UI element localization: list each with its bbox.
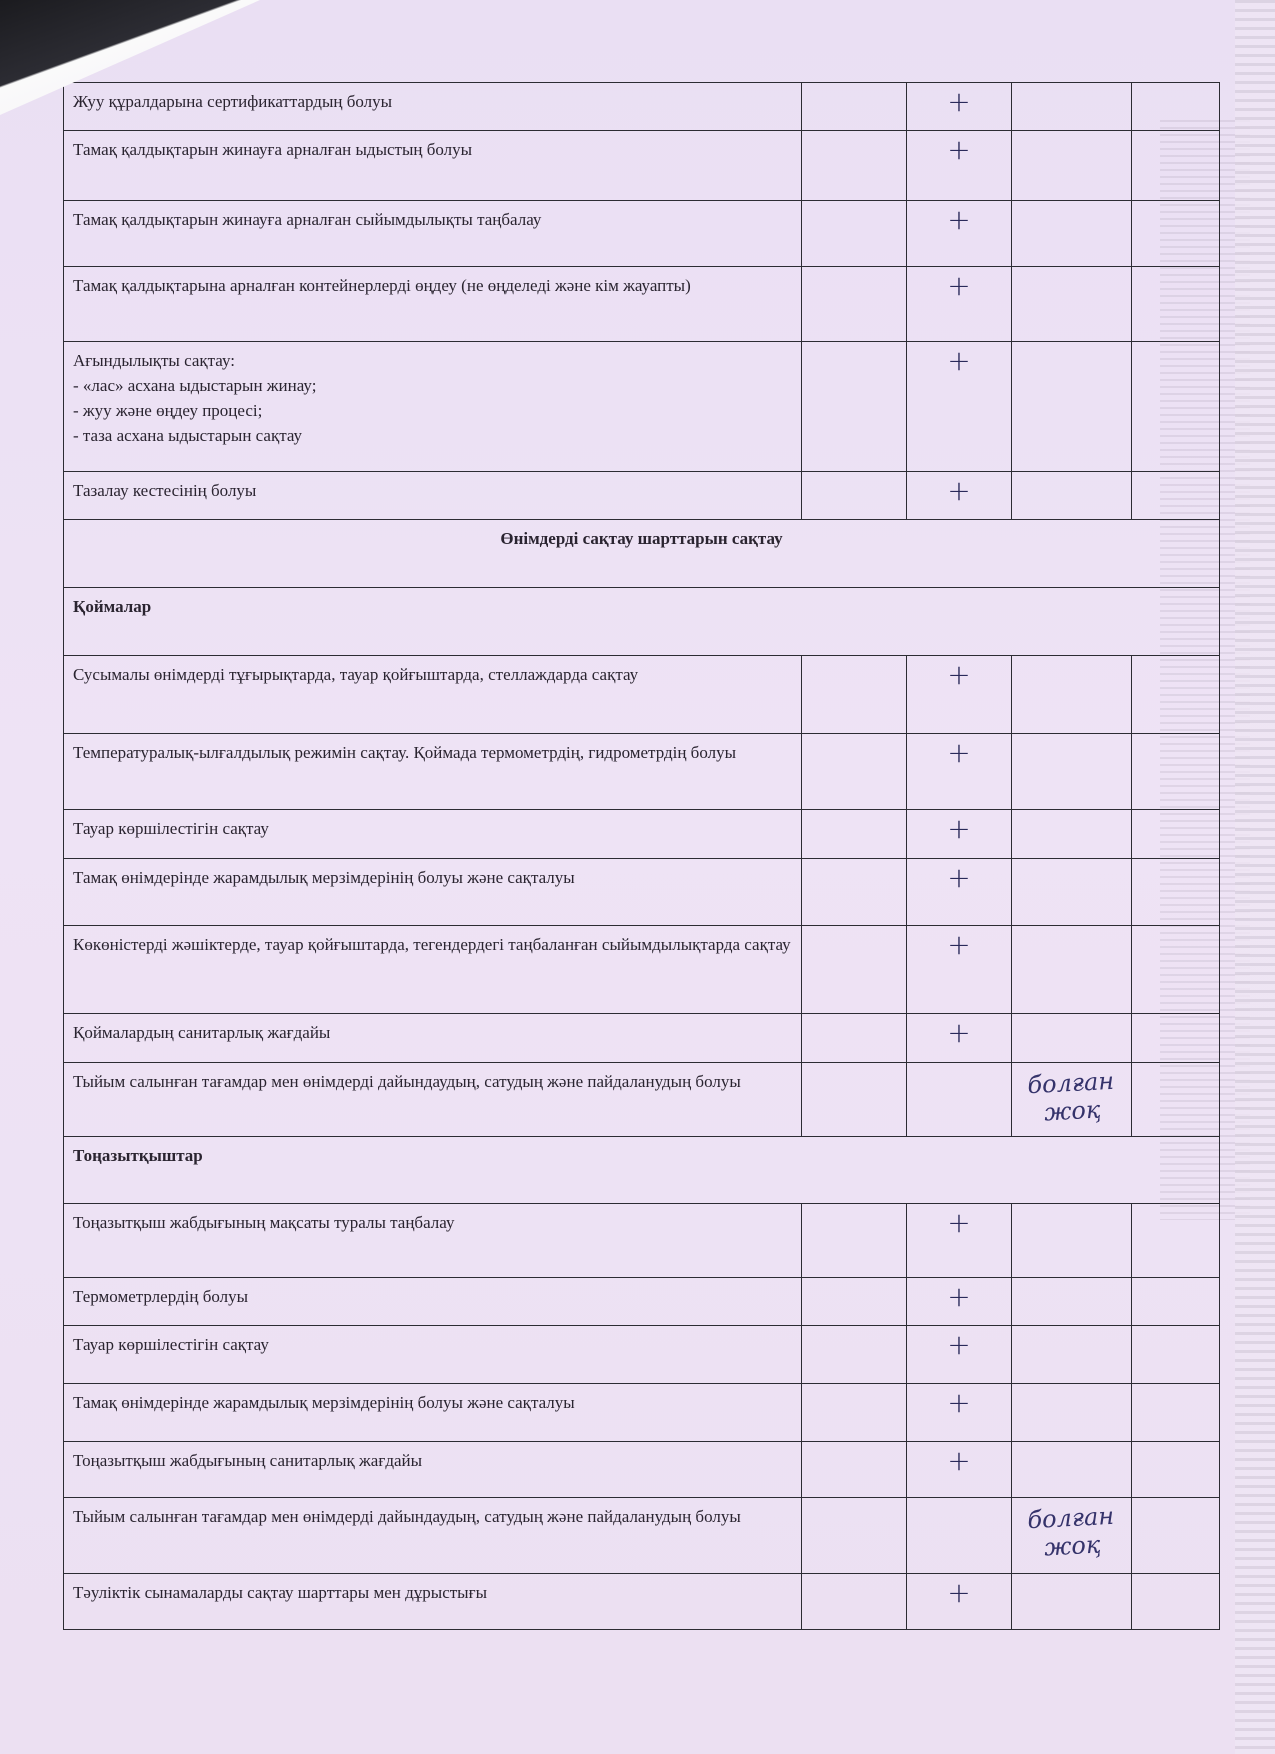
column-1-cell xyxy=(802,926,907,1014)
note-cell xyxy=(1012,1014,1132,1063)
note-cell xyxy=(1012,1326,1132,1384)
mark-cell xyxy=(907,201,1012,267)
handwritten-plus-mark: + xyxy=(947,344,971,377)
mark-cell xyxy=(907,1063,1012,1137)
table-row xyxy=(64,1326,1220,1384)
handwritten-plus-mark: + xyxy=(947,269,971,302)
table-row xyxy=(64,201,1220,267)
note-cell xyxy=(1012,1063,1132,1137)
mark-cell xyxy=(907,1442,1012,1498)
note-cell xyxy=(1012,131,1132,201)
table-row xyxy=(64,1498,1220,1574)
mark-cell xyxy=(907,734,1012,810)
note-cell xyxy=(1012,1498,1132,1574)
mark-cell xyxy=(907,1326,1012,1384)
handwritten-plus-mark: + xyxy=(947,736,971,769)
subsection-title: Тоңазытқыштар xyxy=(64,1137,1220,1204)
table-row xyxy=(64,859,1220,926)
column-4-cell xyxy=(1132,131,1220,201)
column-4-cell xyxy=(1132,201,1220,267)
note-cell xyxy=(1012,1278,1132,1326)
mark-cell xyxy=(907,810,1012,859)
table-row xyxy=(64,472,1220,520)
column-1-cell xyxy=(802,1063,907,1137)
handwritten-plus-mark: + xyxy=(947,658,971,691)
column-1-cell xyxy=(802,1014,907,1063)
column-1-cell xyxy=(802,1384,907,1442)
column-1-cell xyxy=(802,1326,907,1384)
note-cell xyxy=(1012,810,1132,859)
column-4-cell xyxy=(1132,1326,1220,1384)
column-1-cell xyxy=(802,1204,907,1278)
column-4-cell xyxy=(1132,926,1220,1014)
requirement-text: Тамақ қалдықтарын жинауға арналған сыйымдылықты таңбалау xyxy=(64,201,802,267)
handwritten-plus-mark: + xyxy=(947,1444,971,1477)
column-4-cell xyxy=(1132,1063,1220,1137)
handwritten-plus-mark: + xyxy=(947,1280,971,1313)
checklist-body xyxy=(64,83,1220,1630)
table-row xyxy=(64,1384,1220,1442)
requirement-text: Тыйым салынған тағамдар мен өнімдерді дайындаудың, сатудың және пайдаланудың болуы xyxy=(64,1498,802,1574)
mark-cell xyxy=(907,472,1012,520)
mark-cell xyxy=(907,83,1012,131)
requirement-text: Көкөністерді жәшіктерде, тауар қойғыштарда, тегендердегі таңбаланған сыйымдылықтарда сақтау xyxy=(64,926,802,1014)
requirement-line: - жуу және өңдеу процесі; xyxy=(73,401,263,420)
note-cell xyxy=(1012,83,1132,131)
requirement-text: Тауар көршілестігін сақтау xyxy=(64,1326,802,1384)
handwritten-plus-mark: + xyxy=(947,928,971,961)
section-header-row xyxy=(64,520,1220,588)
column-4-cell xyxy=(1132,859,1220,926)
column-1-cell xyxy=(802,131,907,201)
handwritten-plus-mark: + xyxy=(947,203,971,236)
requirement-text: Тамақ өнімдерінде жарамдылық мерзімдерінің болуы және сақталуы xyxy=(64,859,802,926)
requirement-line: Ағындылықты сақтау: xyxy=(73,351,235,370)
column-1-cell xyxy=(802,810,907,859)
table-row xyxy=(64,1204,1220,1278)
requirement-text: Тамақ қалдықтарын жинауға арналған ыдыстың болуы xyxy=(64,131,802,201)
subsection-title: Қоймалар xyxy=(64,588,1220,656)
table-row xyxy=(64,1063,1220,1137)
handwritten-plus-mark: + xyxy=(947,812,971,845)
handwritten-plus-mark: + xyxy=(947,1386,971,1419)
column-1-cell xyxy=(802,83,907,131)
note-cell xyxy=(1012,342,1132,472)
mark-cell xyxy=(907,859,1012,926)
handwritten-plus-mark: + xyxy=(947,1016,971,1049)
page-edge-shadow xyxy=(1235,0,1275,1754)
note-cell xyxy=(1012,267,1132,342)
column-4-cell xyxy=(1132,1498,1220,1574)
column-4-cell xyxy=(1132,267,1220,342)
column-4-cell xyxy=(1132,1278,1220,1326)
column-4-cell xyxy=(1132,1574,1220,1630)
requirement-text: Тәуліктік сынамаларды сақтау шарттары мен дұрыстығы xyxy=(64,1574,802,1630)
column-1-cell xyxy=(802,1442,907,1498)
mark-cell xyxy=(907,1384,1012,1442)
mark-cell xyxy=(907,1498,1012,1574)
note-cell xyxy=(1012,656,1132,734)
column-4-cell xyxy=(1132,1014,1220,1063)
note-cell xyxy=(1012,201,1132,267)
mark-cell xyxy=(907,342,1012,472)
column-1-cell xyxy=(802,656,907,734)
requirement-line: - таза асхана ыдыстарын сақтау xyxy=(73,426,303,445)
section-title: Өнімдерді сақтау шарттарын сақтау xyxy=(64,520,1220,588)
table-row xyxy=(64,1574,1220,1630)
handwritten-plus-mark: + xyxy=(947,1328,971,1361)
requirement-text: Сусымалы өнімдерді тұғырықтарда, тауар қойғыштарда, стеллаждарда сақтау xyxy=(64,656,802,734)
column-4-cell xyxy=(1132,734,1220,810)
requirement-text: Температуралық-ылғалдылық режимін сақтау. Қоймада термометрдің, гидрометрдің болуы xyxy=(64,734,802,810)
column-1-cell xyxy=(802,1278,907,1326)
column-1-cell xyxy=(802,859,907,926)
column-4-cell xyxy=(1132,472,1220,520)
table-row xyxy=(64,267,1220,342)
column-4-cell xyxy=(1132,83,1220,131)
handwritten-plus-mark: + xyxy=(947,861,971,894)
requirement-text: Қоймалардың санитарлық жағдайы xyxy=(64,1014,802,1063)
requirement-text: Тамақ қалдықтарына арналған контейнерлерді өңдеу (не өңделеді және кім жауапты) xyxy=(64,267,802,342)
mark-cell xyxy=(907,926,1012,1014)
handwritten-note: болған жоқ xyxy=(1026,1501,1115,1562)
column-1-cell xyxy=(802,472,907,520)
mark-cell xyxy=(907,267,1012,342)
column-4-cell xyxy=(1132,810,1220,859)
requirement-text: Термометрлердің болуы xyxy=(64,1278,802,1326)
mark-cell xyxy=(907,1278,1012,1326)
column-4-cell xyxy=(1132,1384,1220,1442)
column-1-cell xyxy=(802,267,907,342)
column-1-cell xyxy=(802,201,907,267)
handwritten-plus-mark: + xyxy=(947,1206,971,1239)
handwritten-plus-mark: + xyxy=(947,474,971,507)
requirement-line: - «лас» асхана ыдыстарын жинау; xyxy=(73,376,317,395)
requirement-text: Тыйым салынған тағамдар мен өнімдерді дайындаудың, сатудың және пайдаланудың болуы xyxy=(64,1063,802,1137)
note-cell xyxy=(1012,859,1132,926)
table-row xyxy=(64,131,1220,201)
requirement-text: Тамақ өнімдерінде жарамдылық мерзімдерінің болуы және сақталуы xyxy=(64,1384,802,1442)
table-row xyxy=(64,926,1220,1014)
column-1-cell xyxy=(802,1574,907,1630)
requirement-text: Тоңазытқыш жабдығының санитарлық жағдайы xyxy=(64,1442,802,1498)
note-cell xyxy=(1012,1384,1132,1442)
requirement-text xyxy=(64,342,802,472)
inspection-checklist-table xyxy=(63,82,1220,1630)
subsection-header-row xyxy=(64,588,1220,656)
column-4-cell xyxy=(1132,1442,1220,1498)
note-cell xyxy=(1012,734,1132,810)
mark-cell xyxy=(907,1014,1012,1063)
table-row xyxy=(64,1442,1220,1498)
handwritten-plus-mark: + xyxy=(947,85,971,118)
table-row xyxy=(64,810,1220,859)
column-4-cell xyxy=(1132,656,1220,734)
mark-cell xyxy=(907,131,1012,201)
handwritten-plus-mark: + xyxy=(947,1576,971,1609)
table-row xyxy=(64,1014,1220,1063)
handwritten-plus-mark: + xyxy=(947,133,971,166)
requirement-text: Тоңазытқыш жабдығының мақсаты туралы таңбалау xyxy=(64,1204,802,1278)
table-row xyxy=(64,1278,1220,1326)
column-1-cell xyxy=(802,1498,907,1574)
mark-cell xyxy=(907,656,1012,734)
note-cell xyxy=(1012,472,1132,520)
table-row xyxy=(64,734,1220,810)
mark-cell xyxy=(907,1204,1012,1278)
mark-cell xyxy=(907,1574,1012,1630)
table-row xyxy=(64,656,1220,734)
note-cell xyxy=(1012,1442,1132,1498)
note-cell xyxy=(1012,926,1132,1014)
column-1-cell xyxy=(802,734,907,810)
column-1-cell xyxy=(802,342,907,472)
table-row xyxy=(64,342,1220,472)
note-cell xyxy=(1012,1574,1132,1630)
subsection-header-row xyxy=(64,1137,1220,1204)
handwritten-note: болған жоқ xyxy=(1026,1066,1115,1127)
requirement-text: Тазалау кестесінің болуы xyxy=(64,472,802,520)
column-4-cell xyxy=(1132,342,1220,472)
requirement-text: Жуу құралдарына сертификаттардың болуы xyxy=(64,83,802,131)
note-cell xyxy=(1012,1204,1132,1278)
requirement-text: Тауар көршілестігін сақтау xyxy=(64,810,802,859)
table-row xyxy=(64,83,1220,131)
column-4-cell xyxy=(1132,1204,1220,1278)
